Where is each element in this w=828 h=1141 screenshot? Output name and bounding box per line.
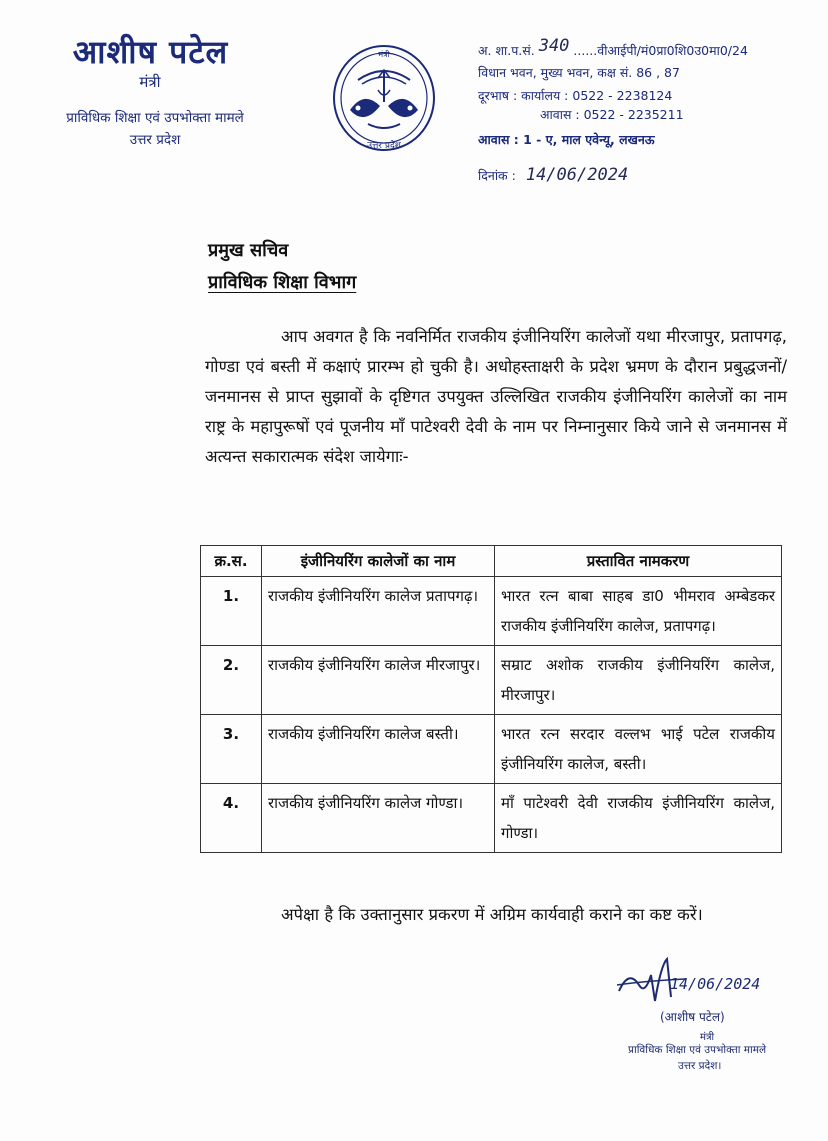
minister-title: मंत्री (139, 73, 161, 91)
date-line (478, 165, 628, 185)
emblem-top-label: मंत्री (378, 50, 390, 59)
reference-number-line (478, 36, 748, 60)
signatory-department: प्राविधिक शिक्षा एवं उपभोक्ता मामले (628, 1044, 767, 1056)
row-college-name: राजकीय इंजीनियरिंग कालेज प्रतापगढ़। (262, 577, 495, 646)
recipient-department: प्राविधिक शिक्षा विभाग (208, 272, 357, 293)
minister-department: प्राविधिक शिक्षा एवं उपभोक्ता मामले (66, 110, 244, 126)
ref-prefix: अ. शा.प.सं. (478, 43, 535, 58)
table-row (201, 646, 782, 715)
row-college-name: राजकीय इंजीनियरिंग कालेज बस्ती। (262, 715, 495, 784)
residence-address: आवास : 1 - ए, माल एवेन्यू, लखनऊ (478, 132, 655, 147)
row-serial: 4. (201, 784, 262, 853)
minister-name: आशीष पटेल (72, 33, 229, 71)
table-header-row (201, 546, 782, 577)
table-row (201, 784, 782, 853)
minister-state: उत्तर प्रदेश (129, 132, 181, 148)
office-phone-label: दूरभाष : कार्यालय : (478, 88, 569, 103)
office-phone-number: 0522 - 2238124 (572, 88, 673, 103)
closing-paragraph: अपेक्षा है कि उक्तानुसार प्रकरण में अग्रिम कार्यवाही कराने का कष्ट करें। (281, 905, 703, 924)
office-address: विधान भवन, मुख्य भवन, कक्ष सं. 86 , 87 (478, 65, 680, 80)
ref-suffix: ......वीआईपी/मं0प्रा0शि0उ0मा0/24 (573, 43, 748, 58)
date-label: दिनांक : (478, 168, 516, 183)
office-phone-line (478, 87, 672, 104)
emblem-bottom-label: उत्तर प्रदेश (367, 141, 401, 151)
row-proposed-name: भारत रत्न सरदार वल्लभ भाई पटेल राजकीय इंजीनियरिंग कालेज, बस्ती। (495, 715, 782, 784)
letter-body: आप अवगत है कि नवनिर्मित राजकीय इंजीनियरिंग कालेजों यथा मीरजापुर, प्रतापगढ़, गोण्डा एवं बस्ती में कक्षाएं प्रारम्भ हो चुकी है। अधोहस्ताक्षरी के प्रदेश भ्रमण के दौरान प्रबुद्धजनों/जनमानस से प्राप्त सुझावों के दृष्टिगत उपयुक्त उल्लिखित राजकीय इंजीनियरिंग कालेजों का नाम राष्ट्र के महापुरूषों एवं पूजनीय माँ पाटेश्वरी देवी के नाम पर निम्नानुसार किये जाने से जनमानस में अत्यन्त सकारात्मक संदेश जायेगाः- (205, 327, 787, 466)
colleges-table (200, 545, 782, 853)
row-proposed-name: सम्राट अशोक राजकीय इंजीनियरिंग कालेज, मीरजापुर। (495, 646, 782, 715)
residence-phone-number: 0522 - 2235211 (583, 107, 684, 122)
signature-date: 14/06/2024 (670, 975, 761, 993)
date-value: 14/06/2024 (525, 165, 629, 185)
row-proposed-name: भारत रत्न बाबा साहब डा0 भीमराव अम्बेडकर राजकीय इंजीनियरिंग कालेज, प्रतापगढ़। (495, 577, 782, 646)
header-proposed-name: प्रस्तावित नामकरण (495, 546, 782, 577)
table-row (201, 715, 782, 784)
residence-phone-label: आवास : (540, 107, 580, 122)
ref-number: 340 (538, 36, 570, 56)
row-proposed-name: माँ पाटेश्वरी देवी राजकीय इंजीनियरिंग कालेज, गोण्डा। (495, 784, 782, 853)
row-serial: 1. (201, 577, 262, 646)
header-serial: क्र.स. (201, 546, 262, 577)
recipient-designation: प्रमुख सचिव (208, 240, 289, 261)
row-college-name: राजकीय इंजीनियरिंग कालेज मीरजापुर। (262, 646, 495, 715)
row-serial: 3. (201, 715, 262, 784)
signatory-state: उत्तर प्रदेश। (678, 1060, 722, 1072)
signatory-name: (आशीष पटेल) (660, 1010, 725, 1024)
row-serial: 2. (201, 646, 262, 715)
table-row (201, 577, 782, 646)
row-college-name: राजकीय इंजीनियरिंग कालेज गोण्डा। (262, 784, 495, 853)
signatory-title: मंत्री (700, 1032, 715, 1043)
residence-phone-line (540, 106, 684, 123)
up-state-emblem-icon (328, 40, 440, 160)
header-college-name: इंजीनियरिंग कालेजों का नाम (262, 546, 495, 577)
signature-block (600, 955, 800, 1075)
